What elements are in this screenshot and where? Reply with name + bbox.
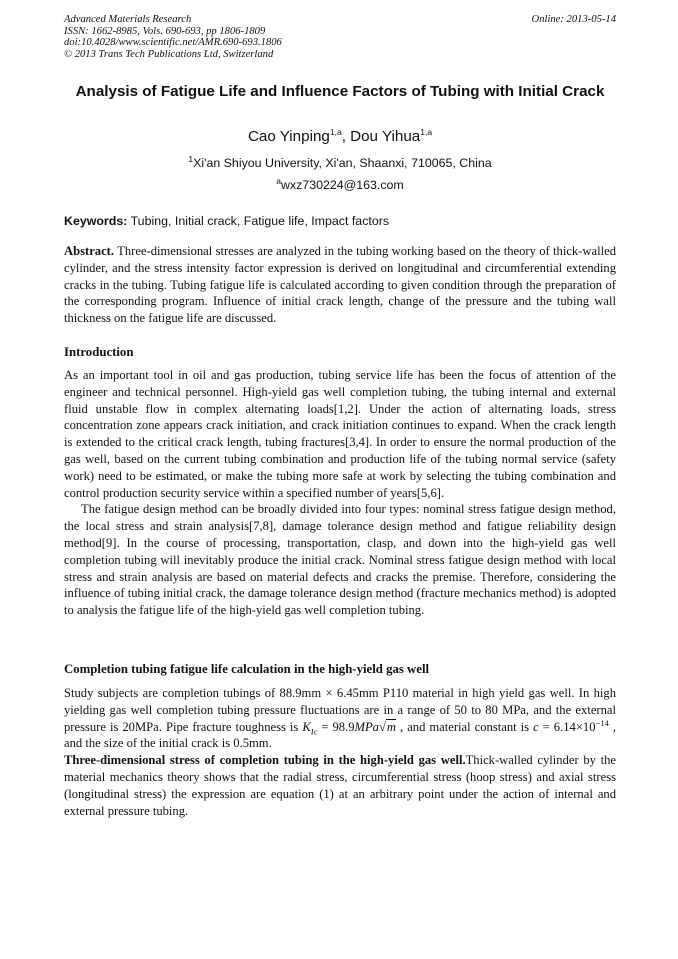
paragraph <box>64 685 616 752</box>
paper-title: Analysis of Fatigue Life and Influence Factors of Tubing with Initial Crack <box>75 83 605 100</box>
paragraph <box>64 752 616 819</box>
section-heading-calculation: Completion tubing fatigue life calculation in the high-yield gas well <box>64 662 430 676</box>
online-date: Online: 2013-05-14 <box>531 14 616 25</box>
affiliation-sup: 1 <box>188 153 194 164</box>
section-heading-introduction: Introduction <box>64 345 134 359</box>
affiliation-text: Xi'an Shiyou University, Xi'an, Shaanxi, 710065, China <box>193 156 492 170</box>
paragraph-text: , and the size of the initial crack is 0.5mm. <box>64 719 616 751</box>
author-name: Cao Yinping <box>247 128 330 145</box>
introduction-body <box>64 367 616 619</box>
author-name: Dou Yihua <box>350 128 421 145</box>
author-affil-sup: 1,a <box>329 126 342 137</box>
affiliation <box>64 153 616 170</box>
formula-symbol: K <box>302 719 311 734</box>
journal-name: Advanced Materials Research <box>64 14 192 25</box>
author-email <box>64 175 616 192</box>
keywords <box>64 214 616 228</box>
journal-copyright: © 2013 Trans Tech Publications Ltd, Switzerland <box>64 48 274 60</box>
journal-issn: ISSN: 1662-8985, Vols. 690-693, pp 1806-1809 <box>64 25 266 37</box>
author-separator: , <box>341 128 351 145</box>
abstract <box>64 243 616 327</box>
formula-exponent: −14 <box>595 717 609 728</box>
subsection-heading: Three-dimensional stress of completion tubing in the high-yield gas well. <box>64 753 466 768</box>
author-affil-sup: 1,a <box>420 126 433 137</box>
paragraph: As an important tool in oil and gas production, tubing service life has been the focus of attention of the engineer and technical personnel. High-yield gas well completion tubing, the tubing internal and external fluid unstable flow in complex alternating loads[1,2]. Under the action of alternating loads, stress concentration zone appears crack initiation, and crack initiation continues to expand. When the crack length is extended to the critical crack length, tubing fractures[3,4]. In order to ensure the normal production of the gas well, based on the current tubing combination and production life of the tubing normal service (safety work) need to be estimated, or make the tubing more safe at work by selecting the tubing combination and control production security service within a specified number of years[5,6]. <box>64 368 616 500</box>
abstract-text: Three-dimensional stresses are analyzed in the tubing working based on the theory of thick-walled cylinder, and the stress intensity factor expression is derived on longitudinal and circumferential extending cracks in the tubing. Tubing fatigue life is calculated according to given condition through the preparation of the corresponding program. Influence of initial crack length, change of the pressure and the tubing wall thickness on the fatigue life are discussed. <box>64 244 616 326</box>
formula-symbol: c <box>533 719 539 734</box>
formula-sqrt: m <box>386 719 397 734</box>
journal-info <box>64 14 282 60</box>
paragraph-text: Study subjects are completion tubings of 88.9mm × 6.45mm P110 material in high yield gas well. In high yielding gas well completion tubing pressure fluctuations are in a range of 50 to 80 MPa, and the external pressure is 20MPa. Pipe fracture toughness is <box>64 686 616 734</box>
keywords-label: Keywords: <box>64 214 128 228</box>
keywords-text: Tubing, Initial crack, Fatigue life, Impact factors <box>127 214 390 228</box>
paragraph-text: , and material constant is <box>396 719 534 734</box>
material-constant-formula <box>533 717 609 734</box>
journal-doi: doi:10.4028/www.scientific.net/AMR.690-693.1806 <box>64 37 282 49</box>
abstract-label: Abstract. <box>64 244 115 258</box>
paragraph: The fatigue design method can be broadly divided into four types: nominal stress fatigue design method, the local stress and strain analysis[7,8], damage tolerance design method and fatigue reliability design method[9]. In the course of processing, transportation, clasp, and down into the high-yield gas well completion tubing will inevitably produce the initial crack. Nominal stress fatigue design method with local stress and strain analysis are based on material defects and cracks the premise. Therefore, considering the influence of tubing initial crack, the damage tolerance design method (fracture mechanics method) is adopted to analysis the fatigue life of the high-yield gas well completion tubing. <box>64 502 616 618</box>
paragraph-text: Thick-walled cylinder by the material mechanics theory shows that the radial stress, circumferential stress (hoop stress) and axial stress (longitudinal stress) the expression are equation (1) at an arbitrary point under the action of internal and external pressure tubing. <box>64 753 616 818</box>
formula-value: = 98.9 <box>317 719 355 734</box>
email-text: wxz730224@163.com <box>280 178 404 192</box>
formula-unit: MPa <box>354 719 379 734</box>
email-sup: a <box>276 175 281 186</box>
formula-value: = 6.14×10 <box>538 719 596 734</box>
formula-subscript: Ic <box>310 726 318 737</box>
calculation-body <box>64 685 616 819</box>
fracture-toughness-formula: $K_{Ic} = 98.9MPa√m$ <box>302 719 397 737</box>
author-list <box>64 128 616 145</box>
